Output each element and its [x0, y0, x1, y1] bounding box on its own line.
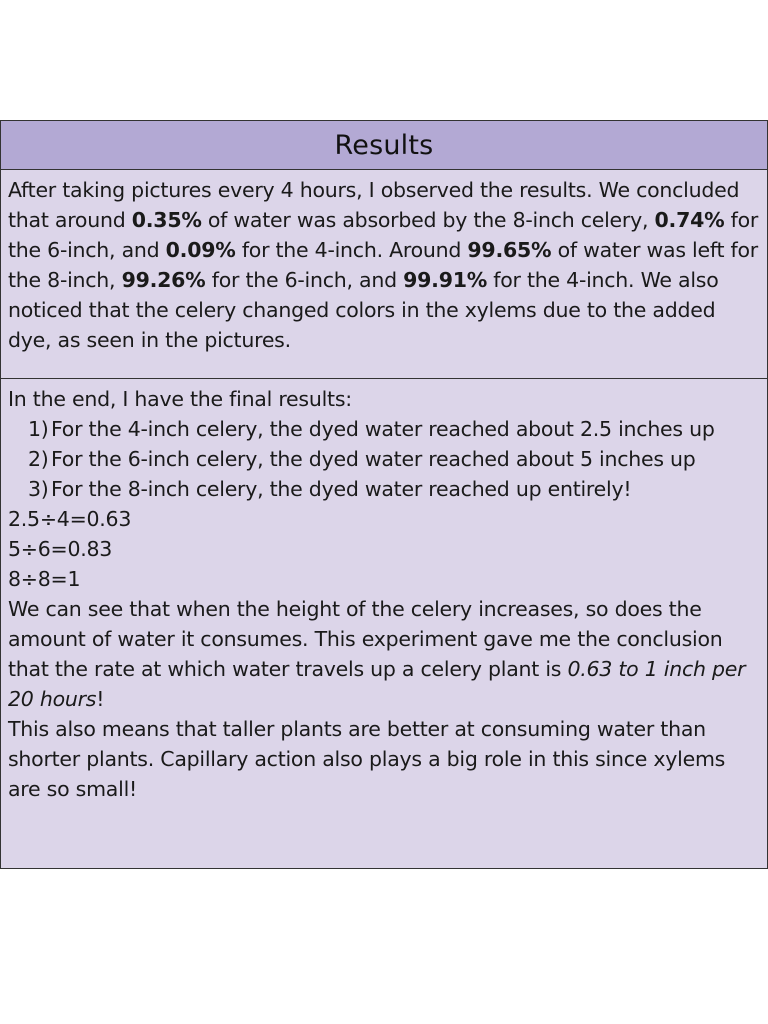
list-item — [8, 444, 760, 474]
observation-text: for the 6-inch, and — [205, 268, 404, 292]
list-item — [8, 474, 760, 504]
list-item-text: For the 6-inch celery, the dyed water reached about 5 inches up — [51, 447, 696, 471]
results-table — [0, 120, 768, 869]
observation-text: for the 4-inch. We also noticed that the celery changed colors in the xylems due to the added dye, as seen in the pictures. — [8, 268, 719, 352]
observation-value: 99.91% — [403, 268, 488, 292]
observation-text: of water was absorbed by the 8-inch celery, — [201, 208, 655, 232]
observations-paragraph — [8, 175, 760, 355]
list-item-text: For the 4-inch celery, the dyed water reached about 2.5 inches up — [51, 417, 715, 441]
list-item-number: 1) — [28, 417, 49, 441]
conclusion-rate: 0.63 to 1 inch per 20 hours — [8, 657, 746, 711]
observation-text: of water was left for the 8-inch, — [8, 238, 758, 292]
observation-value: 0.09% — [165, 238, 236, 262]
calculation: 8÷8=1 — [8, 567, 81, 591]
observation-value: 0.74% — [654, 208, 725, 232]
list-item-number: 3) — [28, 477, 49, 501]
final-results-cell — [1, 379, 767, 868]
list-item-number: 2) — [28, 447, 49, 471]
observation-value: 0.35% — [131, 208, 202, 232]
results-header — [1, 121, 767, 170]
observation-text: for the 4-inch. Around — [235, 238, 468, 262]
conclusion-paragraph — [8, 594, 760, 714]
calculation: 2.5÷4=0.63 — [8, 507, 132, 531]
results-title: Results — [334, 129, 434, 161]
observation-text: for the 6-inch, and — [8, 208, 759, 262]
observation-value: 99.26% — [121, 268, 206, 292]
final-results-intro: In the end, I have the final results: — [8, 387, 352, 411]
observation-value: 99.65% — [467, 238, 552, 262]
observation-text: After taking pictures every 4 hours, I observed the results. We concluded that around — [8, 178, 740, 232]
final-paragraph: This also means that taller plants are better at consuming water than shorter plants. Capillary action also plays a big role in this since xylems are so small! — [8, 717, 726, 801]
final-results-list — [8, 414, 760, 504]
list-item — [8, 414, 760, 444]
observations-cell — [1, 170, 767, 379]
list-item-text: For the 8-inch celery, the dyed water reached up entirely! — [51, 477, 632, 501]
conclusion-text: We can see that when the height of the celery increases, so does the amount of water it consumes. This experiment gave me the conclusion that the rate at which water travels up a celery plant is — [8, 597, 723, 681]
conclusion-text: ! — [96, 687, 105, 711]
calculation: 5÷6=0.83 — [8, 537, 113, 561]
